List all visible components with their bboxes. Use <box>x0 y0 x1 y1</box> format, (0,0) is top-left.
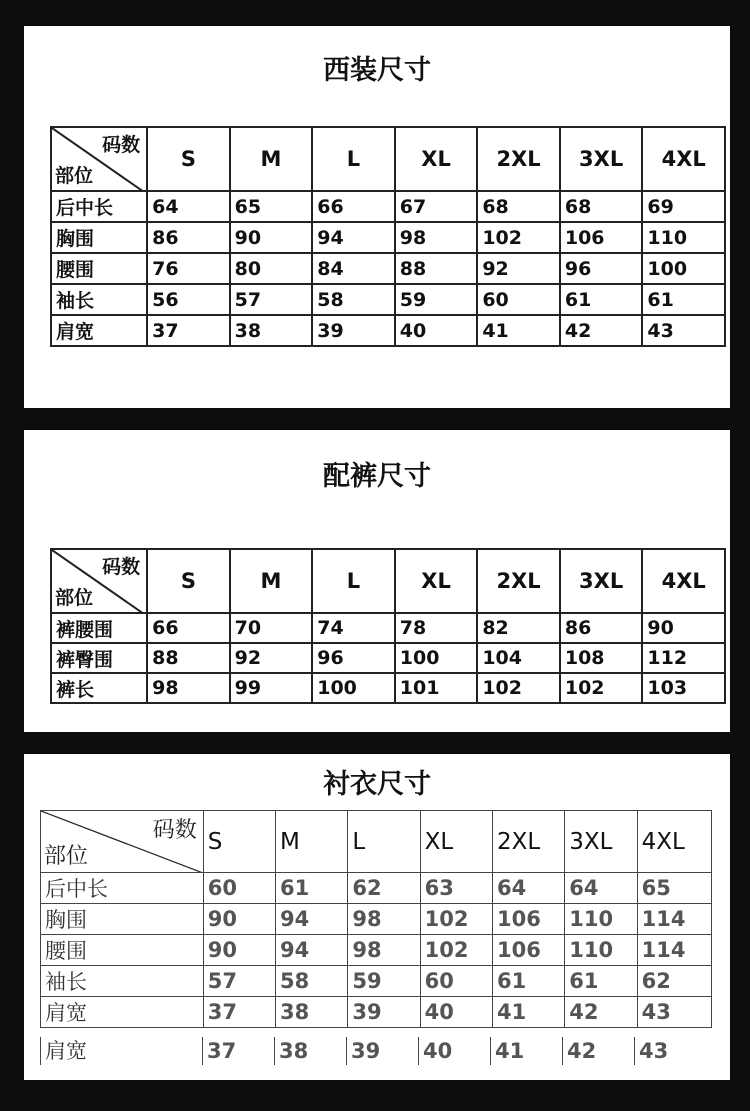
part-label-cell: 后中长 <box>41 873 204 904</box>
corner-size-label: 码数 <box>102 556 141 578</box>
measure-cell: 65 <box>637 873 711 904</box>
corner-part-label: 部位 <box>55 165 94 187</box>
measure-cell: 57 <box>230 284 313 315</box>
measure-cell: 110 <box>642 222 725 253</box>
measure-cell: 66 <box>312 191 395 222</box>
measure-cell: 56 <box>147 284 230 315</box>
pants-size-title: 配裤尺寸 <box>323 461 431 492</box>
measure-cell: 100 <box>642 253 725 284</box>
shirt-size-table <box>40 810 712 1028</box>
measure-cell: 38 <box>276 997 348 1028</box>
size-header-cell: XL <box>420 811 492 873</box>
size-header-cell: S <box>203 811 275 873</box>
measure-cell: 66 <box>147 613 230 643</box>
measure-cell: 39 <box>346 1037 380 1065</box>
measure-cell: 104 <box>477 643 560 673</box>
table-row <box>41 873 712 904</box>
measure-cell: 57 <box>203 966 275 997</box>
measure-cell: 102 <box>477 673 560 703</box>
measure-cell: 37 <box>203 997 275 1028</box>
pants-size-table <box>50 548 726 704</box>
size-header-row <box>41 811 712 873</box>
table-row <box>51 284 725 315</box>
measure-cell: 64 <box>492 873 564 904</box>
measure-cell: 59 <box>395 284 478 315</box>
measure-cell: 78 <box>395 613 478 643</box>
measure-cell: 90 <box>642 613 725 643</box>
size-header-row <box>51 127 725 191</box>
measure-cell: 101 <box>395 673 478 703</box>
measure-cell: 102 <box>420 904 492 935</box>
part-label-cell: 腰围 <box>51 253 147 284</box>
measure-cell: 42 <box>562 1037 596 1065</box>
size-header-cell: 3XL <box>560 127 643 191</box>
measure-cell: 41 <box>492 997 564 1028</box>
size-header-cell: 2XL <box>492 811 564 873</box>
measure-cell: 90 <box>203 935 275 966</box>
measure-cell: 60 <box>420 966 492 997</box>
corner-size-label: 码数 <box>102 134 141 156</box>
measure-cell: 106 <box>560 222 643 253</box>
part-label-cell: 肩宽 <box>51 315 147 346</box>
size-header-cell: 2XL <box>477 549 560 613</box>
measure-cell: 63 <box>420 873 492 904</box>
shirt-extra-row <box>40 1037 712 1065</box>
part-label-cell: 裤长 <box>51 673 147 703</box>
measure-cell: 100 <box>312 673 395 703</box>
measure-cell: 69 <box>642 191 725 222</box>
pants-size-panel <box>24 430 730 732</box>
part-label-cell: 肩宽 <box>40 1037 87 1065</box>
size-header-cell: XL <box>395 127 478 191</box>
measure-cell: 38 <box>230 315 313 346</box>
measure-cell: 92 <box>477 253 560 284</box>
measure-cell: 60 <box>203 873 275 904</box>
corner-header-cell <box>41 811 204 873</box>
measure-cell: 102 <box>560 673 643 703</box>
measure-cell: 90 <box>203 904 275 935</box>
measure-cell: 61 <box>642 284 725 315</box>
measure-cell: 80 <box>230 253 313 284</box>
size-header-cell: M <box>276 811 348 873</box>
measure-cell: 38 <box>274 1037 308 1065</box>
measure-cell: 100 <box>395 643 478 673</box>
measure-cell: 59 <box>348 966 420 997</box>
measure-cell: 60 <box>477 284 560 315</box>
table-row <box>41 904 712 935</box>
size-header-cell: 3XL <box>565 811 637 873</box>
measure-cell: 65 <box>230 191 313 222</box>
measure-cell: 68 <box>477 191 560 222</box>
measure-cell: 39 <box>348 997 420 1028</box>
measure-cell: 90 <box>230 222 313 253</box>
measure-cell: 96 <box>312 643 395 673</box>
measure-cell: 114 <box>637 935 711 966</box>
table-row <box>51 315 725 346</box>
part-label-cell: 胸围 <box>41 904 204 935</box>
part-label-cell: 肩宽 <box>41 997 204 1028</box>
measure-cell: 114 <box>637 904 711 935</box>
size-header-cell: L <box>312 549 395 613</box>
measure-cell: 98 <box>147 673 230 703</box>
measure-cell: 43 <box>637 997 711 1028</box>
size-header-cell: S <box>147 549 230 613</box>
table-row <box>51 613 725 643</box>
part-label-cell: 后中长 <box>51 191 147 222</box>
measure-cell: 58 <box>276 966 348 997</box>
size-header-row <box>51 549 725 613</box>
measure-cell: 70 <box>230 613 313 643</box>
size-header-cell: 3XL <box>560 549 643 613</box>
part-label-cell: 裤腰围 <box>51 613 147 643</box>
measure-cell: 41 <box>477 315 560 346</box>
measure-cell: 39 <box>312 315 395 346</box>
table-row <box>41 966 712 997</box>
corner-part-label: 部位 <box>55 587 94 609</box>
shirt-size-panel <box>24 754 730 1080</box>
part-label-cell: 裤臀围 <box>51 643 147 673</box>
measure-cell: 64 <box>565 873 637 904</box>
table-row <box>51 191 725 222</box>
corner-size-label: 码数 <box>152 818 197 843</box>
size-header-cell: L <box>312 127 395 191</box>
measure-cell: 61 <box>276 873 348 904</box>
measure-cell: 88 <box>147 643 230 673</box>
measure-cell: 88 <box>395 253 478 284</box>
measure-cell: 98 <box>395 222 478 253</box>
measure-cell: 112 <box>642 643 725 673</box>
measure-cell: 58 <box>312 284 395 315</box>
measure-cell: 94 <box>276 904 348 935</box>
measure-cell: 37 <box>202 1037 236 1065</box>
part-label-cell: 胸围 <box>51 222 147 253</box>
table-row <box>41 997 712 1028</box>
measure-cell: 43 <box>642 315 725 346</box>
measure-cell: 106 <box>492 904 564 935</box>
table-row <box>51 673 725 703</box>
part-label-cell: 腰围 <box>41 935 204 966</box>
measure-cell: 37 <box>147 315 230 346</box>
table-row <box>51 253 725 284</box>
measure-cell: 94 <box>276 935 348 966</box>
measure-cell: 84 <box>312 253 395 284</box>
suit-size-table <box>50 126 726 347</box>
measure-cell: 98 <box>348 904 420 935</box>
size-header-cell: 2XL <box>477 127 560 191</box>
table-row <box>41 935 712 966</box>
corner-header-cell <box>51 549 147 613</box>
suit-size-panel <box>24 26 730 408</box>
part-label-cell: 袖长 <box>51 284 147 315</box>
measure-cell: 42 <box>560 315 643 346</box>
measure-cell: 40 <box>420 997 492 1028</box>
measure-cell: 106 <box>492 935 564 966</box>
measure-cell: 108 <box>560 643 643 673</box>
measure-cell: 42 <box>565 997 637 1028</box>
measure-cell: 102 <box>477 222 560 253</box>
size-header-cell: M <box>230 127 313 191</box>
measure-cell: 110 <box>565 935 637 966</box>
measure-cell: 102 <box>420 935 492 966</box>
size-header-cell: 4XL <box>642 127 725 191</box>
size-header-cell: 4XL <box>637 811 711 873</box>
shirt-size-title: 衬衣尺寸 <box>323 769 431 800</box>
measure-cell: 76 <box>147 253 230 284</box>
measure-cell: 40 <box>418 1037 452 1065</box>
size-header-cell: L <box>348 811 420 873</box>
measure-cell: 74 <box>312 613 395 643</box>
size-header-cell: XL <box>395 549 478 613</box>
measure-cell: 103 <box>642 673 725 703</box>
table-row <box>51 222 725 253</box>
measure-cell: 62 <box>637 966 711 997</box>
measure-cell: 43 <box>634 1037 668 1065</box>
measure-cell: 61 <box>565 966 637 997</box>
measure-cell: 62 <box>348 873 420 904</box>
measure-cell: 86 <box>147 222 230 253</box>
measure-cell: 82 <box>477 613 560 643</box>
measure-cell: 61 <box>492 966 564 997</box>
table-row <box>51 643 725 673</box>
measure-cell: 40 <box>395 315 478 346</box>
suit-size-title: 西装尺寸 <box>323 55 431 86</box>
measure-cell: 94 <box>312 222 395 253</box>
measure-cell: 98 <box>348 935 420 966</box>
corner-part-label: 部位 <box>44 844 89 869</box>
measure-cell: 96 <box>560 253 643 284</box>
measure-cell: 86 <box>560 613 643 643</box>
measure-cell: 68 <box>560 191 643 222</box>
measure-cell: 67 <box>395 191 478 222</box>
size-header-cell: S <box>147 127 230 191</box>
measure-cell: 99 <box>230 673 313 703</box>
size-header-cell: M <box>230 549 313 613</box>
measure-cell: 64 <box>147 191 230 222</box>
corner-header-cell <box>51 127 147 191</box>
measure-cell: 110 <box>565 904 637 935</box>
measure-cell: 61 <box>560 284 643 315</box>
measure-cell: 92 <box>230 643 313 673</box>
size-header-cell: 4XL <box>642 549 725 613</box>
measure-cell: 41 <box>490 1037 524 1065</box>
part-label-cell: 袖长 <box>41 966 204 997</box>
